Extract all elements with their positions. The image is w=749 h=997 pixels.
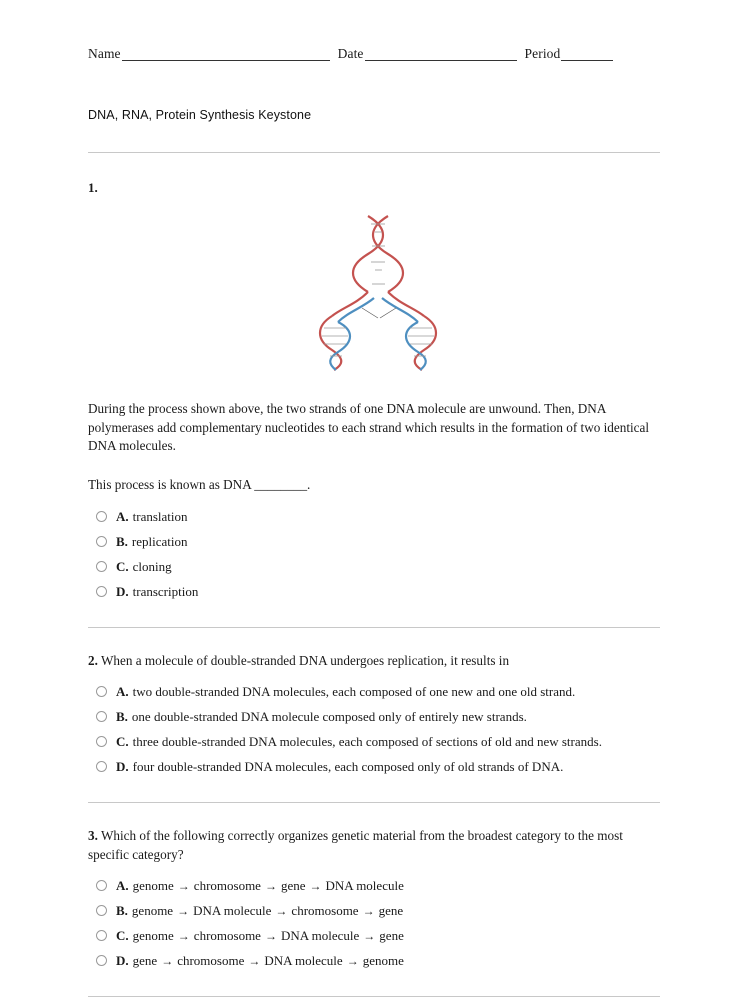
choice-part-3: chromosome bbox=[291, 903, 359, 919]
choice-1a[interactable] bbox=[88, 505, 660, 530]
choice-2d[interactable] bbox=[88, 755, 660, 780]
question-1 bbox=[88, 180, 660, 605]
choice-3d[interactable] bbox=[88, 949, 660, 974]
choice-letter: A. bbox=[116, 684, 129, 700]
arrow-icon: → bbox=[275, 904, 288, 919]
radio-icon[interactable] bbox=[96, 736, 107, 747]
arrow-icon: → bbox=[363, 929, 376, 944]
choice-text: translation bbox=[132, 508, 188, 524]
choice-2a[interactable] bbox=[88, 680, 660, 705]
date-field[interactable] bbox=[365, 49, 517, 61]
choice-text: two double-stranded DNA molecules, each composed of one new and one old strand. bbox=[132, 684, 576, 700]
choice-part-4: gene bbox=[379, 928, 404, 944]
question-3-stem: Which of the following correctly organizes genetic material from the broadest category to the most specific category? bbox=[88, 827, 623, 862]
question-1-number: 1. bbox=[88, 180, 98, 195]
title-divider bbox=[88, 152, 660, 153]
choice-letter: C. bbox=[116, 558, 129, 574]
page-content bbox=[88, 40, 660, 997]
choice-part-3: DNA molecule bbox=[264, 952, 343, 968]
arrow-icon: → bbox=[309, 879, 322, 894]
period-field[interactable] bbox=[561, 49, 613, 61]
arrow-icon: → bbox=[177, 879, 190, 894]
choice-1b[interactable] bbox=[88, 530, 660, 555]
choice-2c[interactable] bbox=[88, 730, 660, 755]
choice-part-1: gene bbox=[132, 952, 158, 968]
choice-part-2: DNA molecule bbox=[193, 903, 272, 919]
question-3-number: 3. bbox=[88, 827, 98, 843]
name-label: Name bbox=[88, 46, 121, 61]
radio-icon[interactable] bbox=[96, 561, 107, 572]
choice-part-3: DNA molecule bbox=[280, 928, 360, 944]
choice-part-2: chromosome bbox=[177, 952, 245, 968]
choice-part-2: chromosome bbox=[193, 928, 261, 944]
choice-letter: C. bbox=[116, 734, 129, 750]
question-2-heading bbox=[88, 652, 660, 671]
question-2-stem: When a molecule of double-stranded DNA undergoes replication, it results in bbox=[100, 652, 510, 668]
question-1-divider bbox=[88, 627, 660, 628]
radio-icon[interactable] bbox=[96, 955, 107, 966]
choice-letter: D. bbox=[116, 952, 129, 968]
arrow-icon: → bbox=[264, 879, 277, 894]
arrow-icon: → bbox=[362, 904, 375, 919]
choice-text: cloning bbox=[132, 558, 172, 574]
choice-part-1: genome bbox=[131, 903, 174, 919]
arrow-icon: → bbox=[248, 953, 261, 968]
question-3-choices bbox=[88, 874, 660, 974]
choice-3c[interactable] bbox=[88, 924, 660, 949]
question-3-heading bbox=[88, 827, 660, 864]
arrow-icon: → bbox=[346, 953, 359, 968]
choice-part-1: genome bbox=[132, 878, 174, 894]
arrow-icon: → bbox=[161, 953, 174, 968]
choice-letter: B. bbox=[116, 533, 128, 549]
choice-text: one double-stranded DNA molecule composed only of entirely new strands. bbox=[131, 709, 527, 725]
choice-letter: D. bbox=[116, 758, 129, 774]
choice-text: four double-stranded DNA molecules, each composed only of old strands of DNA. bbox=[132, 758, 564, 774]
question-1-stem: This process is known as DNA ________. bbox=[88, 477, 311, 493]
choice-text: replication bbox=[131, 533, 188, 549]
arrow-icon: → bbox=[177, 904, 190, 919]
question-2-choices bbox=[88, 680, 660, 780]
name-field[interactable] bbox=[122, 49, 330, 61]
radio-icon[interactable] bbox=[96, 686, 107, 697]
radio-icon[interactable] bbox=[96, 586, 107, 597]
dna-replication-icon bbox=[304, 208, 444, 376]
choice-part-4: gene bbox=[378, 903, 404, 919]
choice-letter: C. bbox=[116, 928, 129, 944]
choice-3a[interactable] bbox=[88, 874, 660, 899]
question-1-passage: During the process shown above, the two strands of one DNA molecule are unwound. Then, DNA polymerases add complementary nucleotides to each strand which results in the formation of two identical DNA molecules. bbox=[88, 401, 650, 454]
page-title: DNA, RNA, Protein Synthesis Keystone bbox=[88, 108, 312, 122]
question-2-divider bbox=[88, 802, 660, 803]
choice-letter: B. bbox=[116, 709, 128, 725]
choice-3b[interactable] bbox=[88, 899, 660, 924]
choice-part-2: chromosome bbox=[193, 878, 261, 894]
choice-letter: A. bbox=[116, 878, 129, 894]
radio-icon[interactable] bbox=[96, 930, 107, 941]
date-label: Date bbox=[337, 46, 364, 61]
choice-text: transcription bbox=[132, 583, 199, 599]
radio-icon[interactable] bbox=[96, 880, 107, 891]
figure-container bbox=[88, 208, 660, 376]
choice-1c[interactable] bbox=[88, 555, 660, 580]
question-2 bbox=[88, 652, 660, 780]
student-info-header bbox=[88, 46, 660, 62]
radio-icon[interactable] bbox=[96, 711, 107, 722]
radio-icon[interactable] bbox=[96, 761, 107, 772]
radio-icon[interactable] bbox=[96, 511, 107, 522]
choice-part-4: genome bbox=[362, 952, 404, 968]
radio-icon[interactable] bbox=[96, 905, 107, 916]
choice-text: three double-stranded DNA molecules, each composed of sections of old and new strands. bbox=[132, 734, 602, 750]
choice-letter: B. bbox=[116, 903, 128, 919]
period-label: Period bbox=[524, 46, 561, 61]
choice-part-4: DNA molecule bbox=[325, 878, 404, 894]
choice-letter: D. bbox=[116, 583, 129, 599]
arrow-icon: → bbox=[264, 929, 277, 944]
arrow-icon: → bbox=[177, 929, 190, 944]
question-1-choices bbox=[88, 505, 660, 605]
choice-1d[interactable] bbox=[88, 580, 660, 605]
choice-part-3: gene bbox=[280, 878, 306, 894]
radio-icon[interactable] bbox=[96, 536, 107, 547]
choice-letter: A. bbox=[116, 508, 129, 524]
choice-2b[interactable] bbox=[88, 705, 660, 730]
question-3 bbox=[88, 827, 660, 974]
choice-part-1: genome bbox=[132, 928, 174, 944]
question-2-number: 2. bbox=[88, 652, 98, 668]
